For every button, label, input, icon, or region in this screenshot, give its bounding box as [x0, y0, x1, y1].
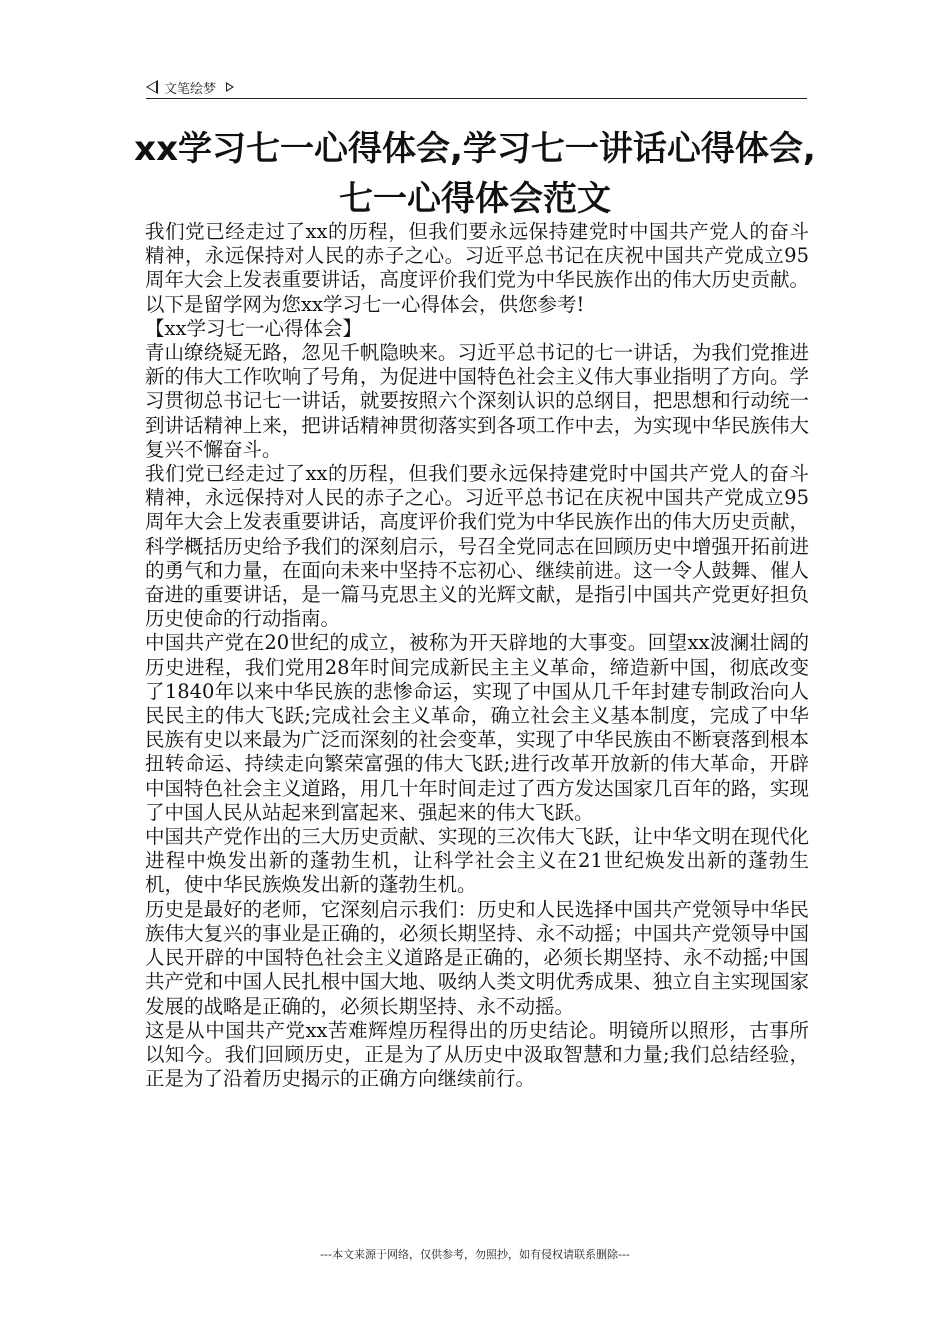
- document-body: [145, 220, 809, 1091]
- header-brand: 文笔绘梦: [164, 81, 217, 97]
- triangle-left-icon: [146, 80, 158, 94]
- document-title: xx学习七一心得体会,学习七一讲话心得体会,七一心得体会范文: [134, 129, 816, 219]
- paragraph: 中国共产党在20世纪的成立，被称为开天辟地的大事变。回望xx波澜壮阔的历史进程，我们党用28年时间完成新民主主义革命，缔造新中国，彻底改变了1840年以来中华民族的悲惨命运，实现了中国从几千年封建专制政治向人民民主的伟大飞跃;完成社会主义革命，确立社会主义基本制度，完成了中华民族有史以来最为广泛而深刻的社会变革，实现了中华民族由不断衰落到根本扭转命运、持续走向繁荣富强的伟大飞跃;进行改革开放新的伟大革命，开辟中国特色社会主义道路，用几十年时间走过了西方发达国家几百年的路，实现了中国人民从站起来到富起来、强起来的伟大飞跃。: [145, 631, 809, 824]
- paragraph: 中国共产党作出的三大历史贡献、实现的三次伟大飞跃，让中华文明在现代化进程中焕发出新的蓬勃生机，让科学社会主义在21世纪焕发出新的蓬勃生机，使中华民族焕发出新的蓬勃生机。: [145, 825, 809, 897]
- section-heading: 【xx学习七一心得体会】: [145, 316, 362, 340]
- paragraph: 历史是最好的老师，它深刻启示我们：历史和人民选择中国共产党领导中华民族伟大复兴的事业是正确的，必须长期坚持、永不动摇；中国共产党领导中国人民开辟的中国特色社会主义道路是正确的，必须长期坚持、永不动摇;中国共产党和中国人民扎根中国大地、吸纳人类文明优秀成果、独立自主实现国家发展的战略是正确的，必须长期坚持、永不动摇。: [145, 897, 809, 1018]
- page-footer: ---本文来源于网络，仅供参考，勿照抄，如有侵权请联系删除---: [320, 1248, 630, 1261]
- paragraph: 我们党已经走过了xx的历程，但我们要永远保持建党时中国共产党人的奋斗精神，永远保持对人民的赤子之心。习近平总书记在庆祝中国共产党成立95周年大会上发表重要讲话，高度评价我们党为中华民族作出的伟大历史贡献，科学概括历史给予我们的深刻启示，号召全党同志在回顾历史中增强开拓前进的勇气和力量，在面向未来中坚持不忘初心、继续前进。这一令人鼓舞、催人奋进的重要讲话，是一篇马克思主义的光辉文献，是指引中国共产党更好担负历史使命的行动指南。: [145, 462, 809, 631]
- paragraph: 这是从中国共产党xx苦难辉煌历程得出的历史结论。明镜所以照形，古事所以知今。我们回顾历史，正是为了从历史中汲取智慧和力量;我们总结经验，正是为了沿着历史揭示的正确方向继续前行。: [145, 1018, 809, 1091]
- triangle-right-icon: [226, 82, 234, 92]
- paragraph: 青山缭绕疑无路，忽见千帆隐映来。习近平总书记的七一讲话，为我们党推进新的伟大工作吹响了号角，为促进中国特色社会主义伟大事业指明了方向。学习贯彻总书记七一讲话，就要按照六个深刻认识的总纲目，把思想和行动统一到讲话精神上来，把讲话精神贯彻落实到各项工作中去，为实现中华民族伟大复兴不懈奋斗。: [145, 341, 809, 461]
- page-header: [146, 76, 807, 99]
- paragraph: 我们党已经走过了xx的历程，但我们要永远保持建党时中国共产党人的奋斗精神，永远保持对人民的赤子之心。习近平总书记在庆祝中国共产党成立95周年大会上发表重要讲话，高度评价我们党为中华民族作出的伟大历史贡献。以下是留学网为您xx学习七一心得体会，供您参考!: [145, 220, 809, 316]
